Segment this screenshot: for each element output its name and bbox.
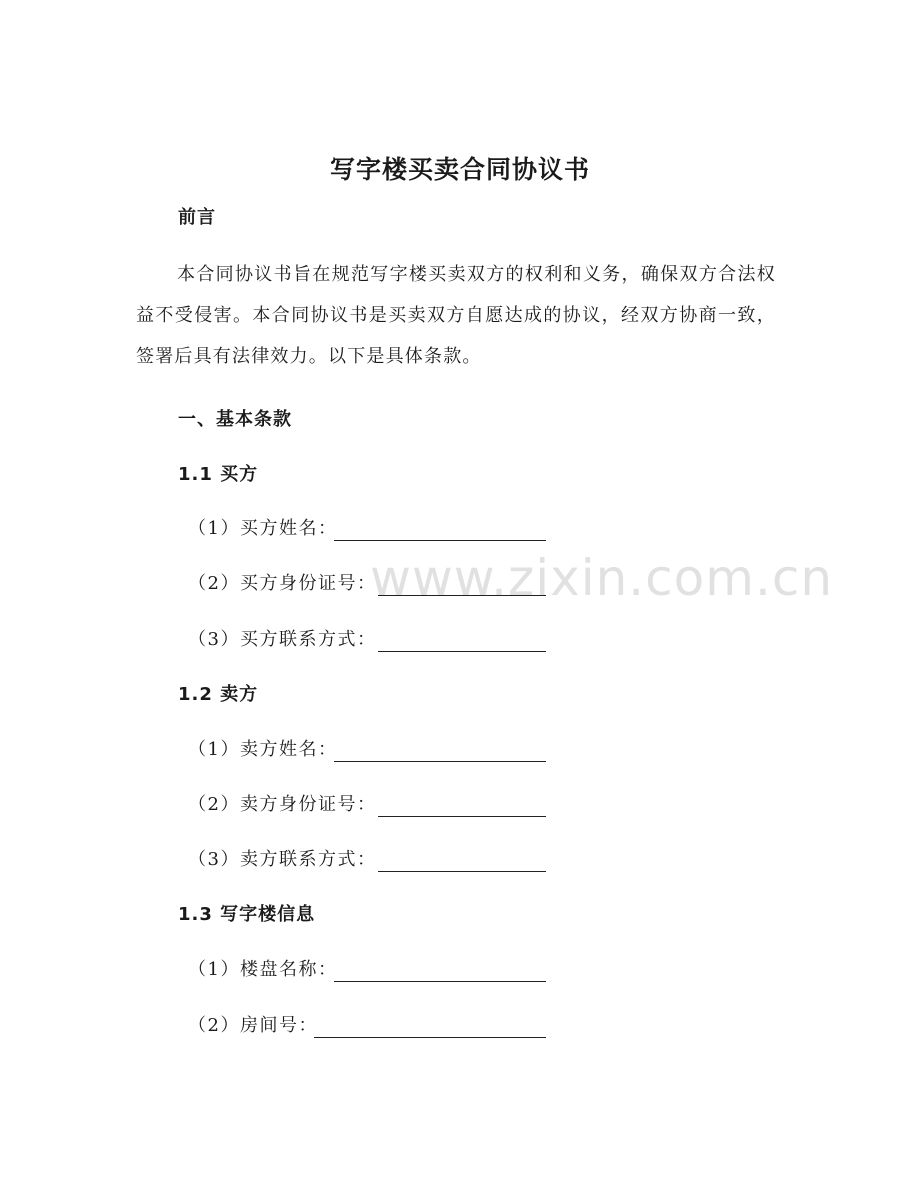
field-label: （3）卖方联系方式： <box>188 849 377 870</box>
fill-in-blank <box>378 816 546 817</box>
fill-in-blank <box>334 761 546 762</box>
field-label: （3）买方联系方式： <box>188 629 377 650</box>
document-title: 写字楼买卖合同协议书 <box>329 155 590 184</box>
fill-in-blank <box>334 981 546 982</box>
field-label: （1）买方姓名： <box>188 518 338 539</box>
fill-in-blank <box>334 540 546 541</box>
seller-name-field <box>188 735 337 765</box>
room-number-field <box>188 1011 318 1041</box>
section-basic-terms-heading: 一、基本条款 <box>178 409 292 430</box>
fill-in-blank <box>378 595 546 596</box>
seller-id-field <box>188 790 376 820</box>
buyer-contact-field <box>188 625 376 655</box>
preface-heading: 前言 <box>178 207 216 228</box>
seller-heading: 1.2 卖方 <box>178 684 259 705</box>
seller-contact-field <box>188 845 376 875</box>
field-label: （1）卖方姓名： <box>188 739 338 760</box>
fill-in-blank <box>378 871 546 872</box>
fill-in-blank <box>378 651 546 652</box>
field-label: （2）买方身份证号： <box>188 573 377 594</box>
buyer-id-field <box>188 569 376 599</box>
field-label: （2）房间号： <box>188 1015 318 1036</box>
building-info-heading: 1.3 写字楼信息 <box>178 904 316 925</box>
buyer-heading: 1.1 买方 <box>178 464 259 485</box>
field-label: （1）楼盘名称： <box>188 959 338 980</box>
watermark: www.zixin.com.cn <box>370 549 834 607</box>
fill-in-blank <box>314 1037 546 1038</box>
field-label: （2）卖方身份证号： <box>188 794 377 815</box>
building-name-field <box>188 955 337 985</box>
preface-paragraph: 本合同协议书旨在规范写字楼买卖双方的权利和义务，确保双方合法权益不受侵害。本合同协议书是买卖双方自愿达成的协议，经双方协商一致，签署后具有法律效力。以下是具体条款。 <box>136 264 776 367</box>
buyer-name-field <box>188 514 337 544</box>
